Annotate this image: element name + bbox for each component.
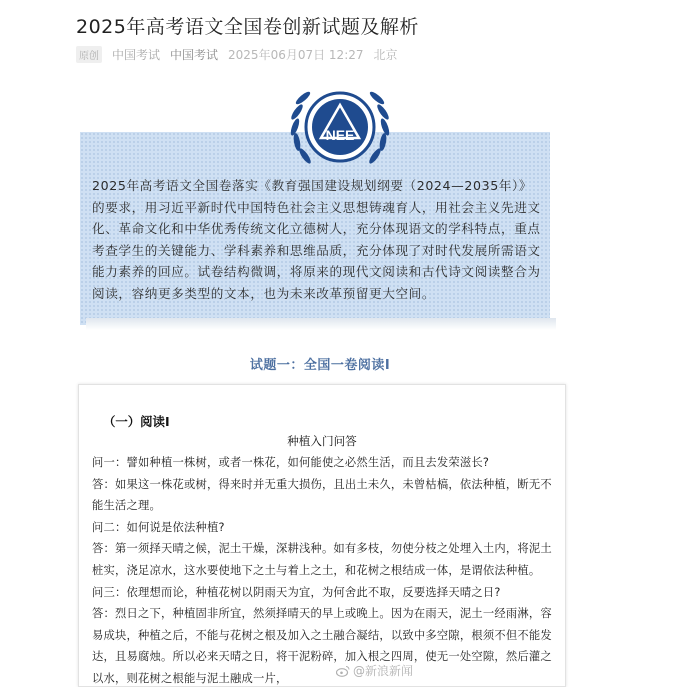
document-line: 答：第一须择天晴之候，泥土干燥，深耕浅种。如有多枝，勿使分枝之处埋入土内，将泥土 xyxy=(92,542,552,556)
document-line: 桩实，浇足凉水，这水要使地下之土与着上之土，和花树之根结成一体，是谓依法种植。 xyxy=(92,563,541,577)
article-title: 2025年高考语文全国卷创新试题及解析 xyxy=(76,16,419,38)
logo-text: NEE xyxy=(325,127,355,143)
document-line: 问二：如何说是依法种植? xyxy=(92,520,225,534)
author-link[interactable]: 中国考试 xyxy=(170,48,219,62)
original-tag: 原创 xyxy=(76,46,102,63)
article-meta xyxy=(76,46,398,63)
section-heading: 试题一：全国一卷阅读Ⅰ xyxy=(249,358,391,373)
document-body xyxy=(92,452,554,687)
watermark xyxy=(336,662,413,679)
document-line: 问一：譬如种植一株树，或者一株花，如何能使之必然生活，而且去发荣滋长? xyxy=(92,456,490,469)
document-line: 能生活之理。 xyxy=(92,499,161,513)
document-line: 答：如果这一株花或树，得来时并无重大损伤，且出土未久，未曾枯槁，依法种植，断无不 xyxy=(92,477,552,491)
source-label[interactable]: 中国考试 xyxy=(112,48,161,62)
nee-logo-icon xyxy=(275,72,405,182)
publish-time: 2025年06月07日 12:27 xyxy=(228,48,364,62)
intro-shadow xyxy=(86,318,556,330)
publish-location: 北京 xyxy=(373,48,398,62)
document-line: 问三：依理想而论，种植花树以阴雨天为宜，为何舍此不取，反要选择天晴之日? xyxy=(92,585,501,599)
intro-text: 2025年高考语文全国卷落实《教育强国建设规划纲要（2024—2035年）》的要求，用习近平新时代中国特色社会主义思想铸魂育人，用社会主义先进文化、革命文化和中华优秀传统文化立德树人，充分体现语文的学科特点，重点考查学生的关键能力、学科素养和思维品质，充分体现了对时代发展所需语文能力素养的回应。试卷结构微调，将原来的现代文阅读和古代诗文阅读整合为阅读，容纳更多类型的文本，也为未来改革预留更大空间。 xyxy=(92,178,541,301)
document-subheading: （一）阅读Ⅰ xyxy=(103,414,170,429)
weibo-icon xyxy=(336,665,350,677)
document-title: 种植入门问答 xyxy=(287,434,357,448)
watermark-text: @新浪新闻 xyxy=(353,664,414,678)
document-line: 易成块，种植之后，不能与花树之根及加入之土融合凝结，以致中多空隙，根须不但不能发 xyxy=(92,628,552,642)
document-line: 以水，则花树之根能与泥土融成一片， xyxy=(92,671,288,685)
document-line: 答：烈日之下，种植固非所宜，然须择晴天的早上或晚上。因为在雨天，泥土一经雨淋，容 xyxy=(92,607,552,621)
document-line: 达，且易腐烛。所以必来天晴之日，将干泥粉碎，加入根之四周，使无一处空隙，然后灌之 xyxy=(92,650,552,664)
